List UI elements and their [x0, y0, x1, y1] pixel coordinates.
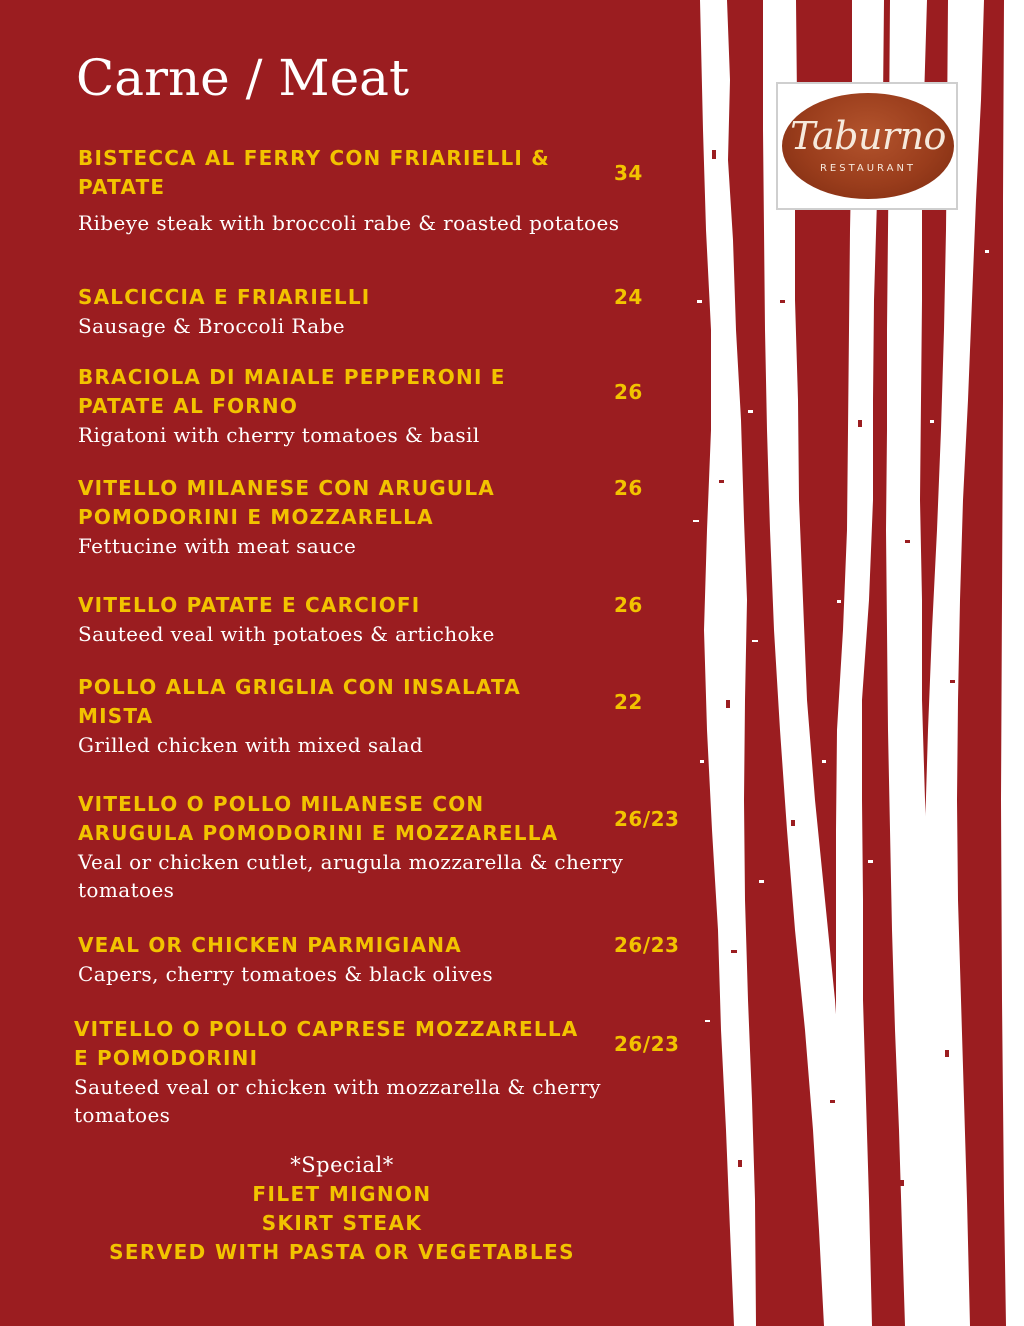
menu-item [74, 1015, 694, 1129]
menu-item-name: BISTECCA AL FERRY CON FRIARIELLI & PATATE [78, 146, 550, 199]
menu-item-description: Ribeye steak with broccoli rabe & roasted potatoes [78, 211, 620, 235]
menu-item-description: Fettucine with meat sauce [78, 534, 357, 558]
menu-item-name: POLLO ALLA GRIGLIA CON INSALATA MISTA [78, 675, 521, 728]
menu-item-description: Veal or chicken cutlet, arugula mozzarella & cherry tomatoes [78, 850, 624, 902]
stripe-1 [700, 0, 756, 1326]
menu-item-price: 26/23 [614, 1032, 680, 1056]
menu-item-price: 24 [614, 285, 643, 309]
menu-item-price: 22 [614, 690, 643, 714]
menu-item [78, 790, 698, 904]
menu-item-description: Sausage & Broccoli Rabe [78, 314, 346, 338]
stripe-6 [1001, 0, 1024, 1326]
menu-item [78, 931, 698, 988]
menu-item-name: SALCICCIA E FRIARIELLI [78, 285, 371, 309]
menu-item-name: VITELLO PATATE E CARCIOFI [78, 593, 421, 617]
menu-item-price: 26 [614, 476, 643, 500]
menu-item [78, 363, 698, 449]
menu-item-price: 26/23 [614, 807, 680, 831]
menu-item-price: 34 [614, 161, 643, 185]
page-title: Carne / Meat [76, 49, 410, 107]
menu-item-name: VITELLO O POLLO CAPRESE MOZZARELLA E POMODORINI [74, 1017, 579, 1070]
special-section [0, 1150, 684, 1267]
menu-item-price: 26 [614, 380, 643, 404]
restaurant-logo [776, 82, 958, 210]
menu-item [78, 673, 698, 759]
special-heading: *Special* [290, 1153, 394, 1177]
special-item: SERVED WITH PASTA OR VEGETABLES [109, 1240, 575, 1264]
menu-item [78, 591, 698, 648]
menu-item-name: VEAL OR CHICKEN PARMIGIANA [78, 933, 462, 957]
menu-item [78, 144, 698, 237]
menu-item-description: Grilled chicken with mixed salad [78, 733, 424, 757]
menu-item [78, 474, 698, 560]
menu-item-description: Sauteed veal with potatoes & artichoke [78, 622, 495, 646]
menu-item [78, 283, 698, 340]
logo-oval [782, 93, 954, 199]
menu-item-name: VITELLO MILANESE CON ARUGULA POMODORINI E MOZZARELLA [78, 476, 495, 529]
menu-item-description: Sauteed veal or chicken with mozzarella & cherry tomatoes [74, 1075, 601, 1127]
menu-item-name: BRACIOLA DI MAIALE PEPPERONI E PATATE AL FORNO [78, 365, 506, 418]
menu-item-name: VITELLO O POLLO MILANESE CON ARUGULA POMODORINI E MOZZARELLA [78, 792, 559, 845]
menu-item-price: 26 [614, 593, 643, 617]
special-item: FILET MIGNON [252, 1182, 432, 1206]
logo-subtitle: RESTAURANT [819, 163, 917, 174]
menu-item-description: Capers, cherry tomatoes & black olives [78, 962, 493, 986]
menu-item-price: 26/23 [614, 933, 680, 957]
logo-wordmark: Taburno [790, 114, 946, 158]
special-item: SKIRT STEAK [261, 1211, 423, 1235]
menu-item-description: Rigatoni with cherry tomatoes & basil [78, 423, 480, 447]
